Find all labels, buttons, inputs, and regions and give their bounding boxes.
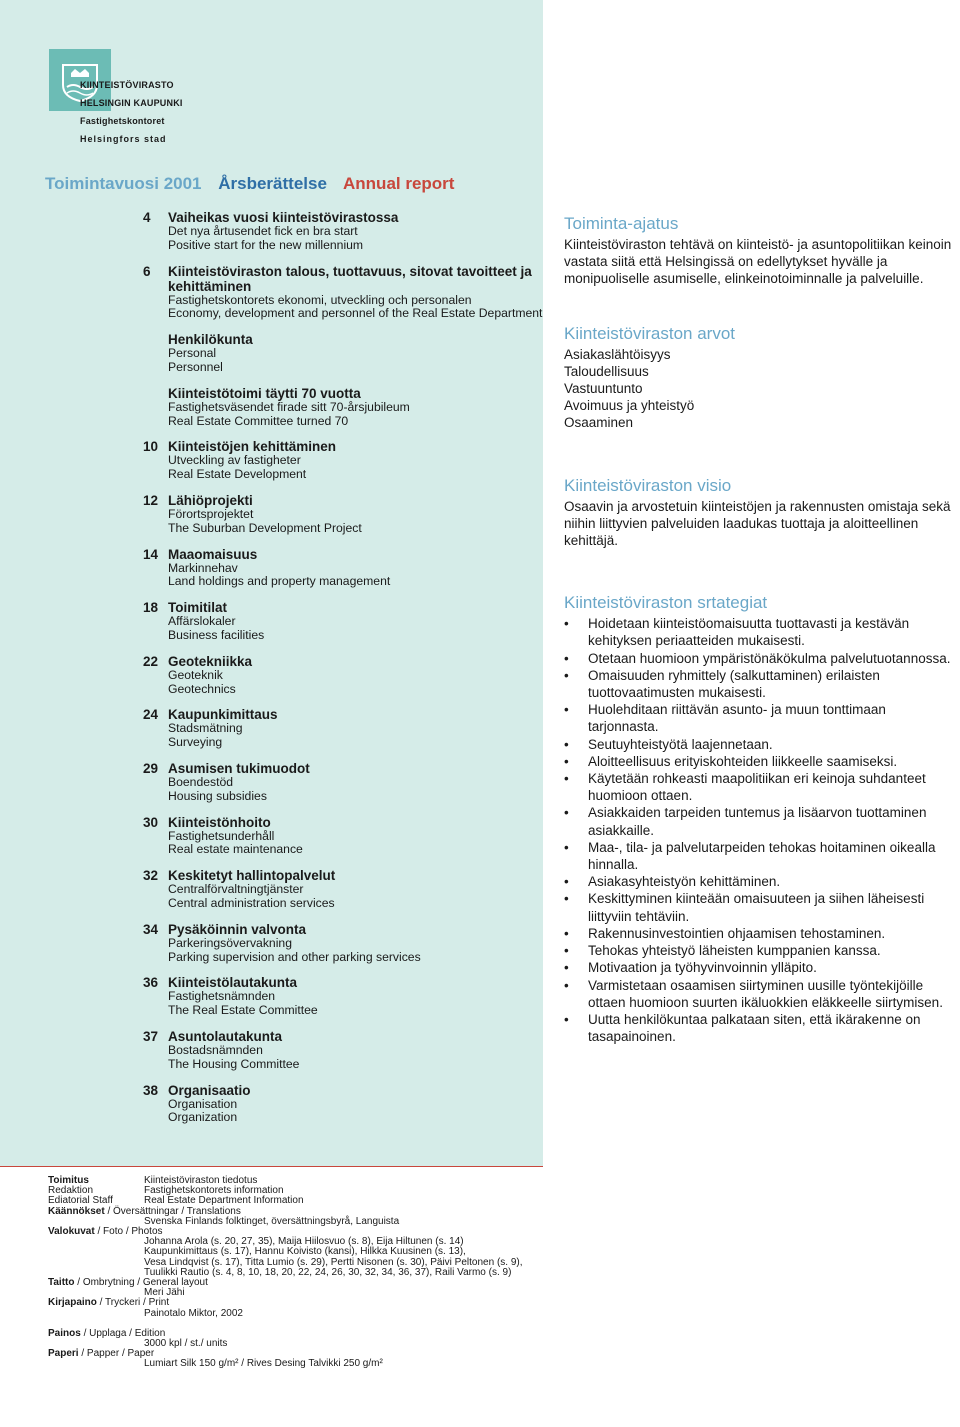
toc-subtitle: Housing subsidies (168, 788, 267, 803)
toc-subtitle: Economy, development and personnel of the Real Estate Department (168, 306, 543, 321)
toc-subtitle: Land holdings and property management (168, 574, 391, 589)
toc-page-number: 12 (143, 492, 159, 508)
strategy-item: • Tehokas yhteistyö läheisten kumppanien kanssa. (564, 942, 960, 959)
toc-page-number: 10 (143, 439, 159, 455)
strategies-list (564, 615, 960, 1045)
toc-subtitle: Affärslokaler (168, 614, 236, 629)
toc-title: Lähiöprojekti (168, 492, 253, 508)
credit-label: Toimitus (48, 1175, 89, 1186)
toc-title: Maaomaisuus (168, 546, 258, 562)
toc-subtitle: Det nya årtusendet fick en bra start (168, 224, 358, 238)
section-toiminta-ajatus (564, 214, 960, 288)
strategy-item: • Otetaan huomioon ympäristönäkökulma palvelutuotannossa. (564, 650, 960, 667)
section-heading: Toiminta-ajatus (564, 214, 679, 233)
toc-subtitle: Förortsprojektet (168, 506, 254, 521)
credit-row (48, 1278, 548, 1288)
section-visio (564, 476, 960, 550)
credit-label-rest: / Ombrytning / General layout (74, 1277, 208, 1288)
toc-entry (143, 210, 543, 253)
toc-page-number: 32 (143, 868, 159, 884)
credit-label-rest: / Tryckeri / Print (96, 1297, 170, 1309)
toc-subtitle: Surveying (168, 735, 223, 750)
toc-title: Asuntolautakunta (168, 1028, 283, 1044)
section-heading: Kiinteistöviraston arvot (564, 323, 736, 343)
credits (48, 1176, 548, 1370)
toc-subtitle: Personnel (168, 359, 223, 374)
credit-value: Lumiart Silk 150 g/m² / Rives Desing Talvikki 250 g/m² (144, 1358, 383, 1370)
toc-subtitle: Organisation (168, 1096, 238, 1111)
toc-subtitle: Centralförvaltningtjänster (168, 882, 304, 897)
toc-entry (143, 547, 543, 590)
toc-subtitle: The Suburban Development Project (168, 520, 362, 535)
toc-title: Kiinteistönhoito (168, 814, 271, 830)
values-list (564, 346, 960, 432)
strategy-item: • Rakennusinvestointien ohjaamisen tehostaminen. (564, 925, 960, 942)
credit-value: Fastighetskontorets information (144, 1185, 284, 1197)
strategy-item: • Asiakkaiden tarpeiden tuntemus ja lisäarvon tuottaminen asiakkaille. (564, 804, 960, 838)
toc-subtitle: Fastighetskontorets ekonomi, utveckling och personalen (168, 292, 472, 307)
toc-entry (143, 386, 543, 429)
title-finnish: Toimintavuosi 2001 (45, 174, 202, 193)
credit-value: Painotalo Miktor, 2002 (144, 1307, 243, 1319)
toc-page-number: 37 (143, 1028, 159, 1044)
credit-row (48, 1309, 548, 1319)
toc-subtitle: Real Estate Committee turned 70 (168, 413, 349, 428)
toc-page-number: 24 (143, 707, 159, 723)
credit-label: Valokuvat (48, 1226, 95, 1237)
credit-label: Painos (48, 1327, 81, 1339)
toc-subtitle: Fastighetsunderhåll (168, 828, 275, 843)
toc-title: Kiinteistötoimi täytti 70 vuotta (168, 385, 361, 401)
logo-line-3: Fastighetskontoret (80, 116, 165, 126)
strategy-item: • Maa-, tila- ja palvelutarpeiden tehokas hoitaminen oikealla hinnalla. (564, 839, 960, 873)
toc-subtitle: Central administration services (168, 895, 335, 910)
toc-subtitle: Geoteknik (168, 667, 223, 682)
section-arvot (564, 324, 960, 432)
toc-title: Vaiheikas vuosi kiinteistövirastossa (168, 210, 399, 225)
toc-subtitle: The Housing Committee (168, 1056, 300, 1071)
credit-row (48, 1176, 548, 1186)
toc-subtitle: Parking supervision and other parking services (168, 949, 421, 964)
strategy-item: • Uutta henkilökuntaa palkataan siten, että ikärakenne on tasapainoinen. (564, 1011, 960, 1045)
toc-subtitle: Fastighetsväsendet firade sitt 70-årsjubileum (168, 399, 410, 414)
strategy-item: • Aloitteellisuus erityiskohteiden liikkeelle saamiseksi. (564, 753, 960, 770)
credit-label: Taitto (48, 1277, 75, 1288)
toc-title: Henkilökunta (168, 332, 253, 348)
toc-title: Pysäköinnin valvonta (168, 921, 307, 937)
credit-label-rest: / Papper / Paper (78, 1348, 155, 1360)
toc-page-number: 6 (143, 263, 151, 279)
toc-subtitle: The Real Estate Committee (168, 1003, 318, 1018)
title-english: Annual report (343, 174, 455, 193)
toc-title: Keskitetyt hallintopalvelut (168, 868, 336, 884)
strategy-item: • Asiakasyhteistyön kehittäminen. (564, 873, 960, 890)
credit-label-rest: / Översättningar / Translations (104, 1205, 241, 1217)
toc-page-number: 18 (143, 600, 159, 616)
toc-entry (143, 707, 543, 750)
toc-page-number: 36 (143, 975, 159, 991)
section-strategiat (564, 593, 960, 1045)
toc-entry (143, 1029, 543, 1072)
title-swedish: Årsberättelse (218, 174, 327, 193)
credit-value: Kiinteistöviraston tiedotus (144, 1175, 258, 1186)
value-item: Vastuuntunto (564, 381, 643, 397)
toc-page-number: 14 (143, 546, 159, 562)
toc-subtitle: Geotechnics (168, 681, 236, 696)
toc-subtitle: Real estate maintenance (168, 842, 303, 857)
value-item: Avoimuus ja yhteistyö (564, 398, 695, 414)
toc-entry (143, 975, 543, 1018)
divider-rule (0, 1166, 543, 1167)
toc-title: Toimitilat (168, 600, 227, 616)
credit-row (48, 1298, 548, 1308)
toc-title: Geotekniikka (168, 653, 253, 669)
credit-value: Svenska Finlands folktinget, översättningsbyrå, Languista (144, 1215, 400, 1227)
credit-label: Ediatorial Staff (48, 1195, 113, 1207)
credit-row (48, 1359, 548, 1369)
strategy-item: • Hoidetaan kiinteistöomaisuutta tuottavasti ja kestävän kehityksen periaatteiden mukaisesti. (564, 615, 960, 649)
toc-subtitle: Boendestöd (168, 774, 234, 789)
toc-entry (143, 493, 543, 536)
value-item: Osaaminen (564, 415, 634, 431)
toc-subtitle: Organization (168, 1110, 238, 1125)
toc-subtitle: Real Estate Development (168, 467, 307, 482)
toc-title: Organisaatio (168, 1082, 251, 1098)
credit-label: Redaktion (48, 1185, 94, 1197)
toc-entry (143, 439, 543, 482)
credit-label: Käännökset (48, 1205, 105, 1217)
toc-subtitle: Utveckling av fastigheter (168, 453, 301, 468)
toc-subtitle: Positive start for the new millennium (168, 237, 364, 252)
credit-row (48, 1329, 548, 1339)
table-of-contents (143, 210, 543, 1136)
toc-entry (143, 1083, 543, 1126)
toc-page-number: 4 (143, 210, 151, 225)
section-text: Kiinteistöviraston tehtävä on kiinteistö- ja asuntopolitiikan keinoin vastata siitä että Helsingissä on edellytykset hyvälle ja monipuoliselle asumiselle, elinkeinotoiminnalle ja palveluille. (564, 237, 952, 287)
toc-subtitle: Fastighetsnämnden (168, 989, 276, 1004)
toc-subtitle: Personal (168, 346, 217, 361)
strategy-item: • Varmistetaan osaamisen siirtyminen uusille työntekijöille ottaen huomioon suurten ikäluokkien eläkkeelle siirtymisen. (564, 977, 960, 1011)
credit-label-rest: / Foto / Photos (94, 1226, 163, 1237)
toc-subtitle: Business facilities (168, 627, 265, 642)
toc-page-number: 38 (143, 1082, 159, 1098)
section-heading: Kiinteistöviraston srtategiat (564, 593, 768, 613)
credit-label: Paperi (48, 1348, 79, 1360)
toc-entry (143, 815, 543, 858)
credit-value: Johanna Arola (s. 20, 27, 35), Maija Hiilosvuo (s. 8), Eija Hiltunen (s. 14) Kaupunkimittaus (s. 17), Hannu Koivisto (kansi), Hilkka Kuusinen (s. 13), Vesa Lindqvist (s. 17), Titta Lumio (s. 29), Pertti Nisonen (s. 30), Päivi Peltonen (s. 9), Tuulikki Rautio (s. 4, 8, 10, 18, 20, 22, 24, 26, 30, 32, 34, 36, 37), Raili Varmo (s. 9) (144, 1236, 523, 1278)
strategy-item: • Motivaation ja työhyvinvoinnin ylläpito. (564, 959, 960, 976)
section-heading: Kiinteistöviraston visio (564, 475, 732, 495)
logo-line-2: HELSINGIN KAUPUNKI (80, 98, 183, 108)
strategy-item: • Seutuyhteistyötä laajennetaan. (564, 736, 960, 753)
toc-title: Kiinteistöviraston talous, tuottavuus, sitovat tavoitteet ja kehittäminen (168, 263, 532, 294)
credit-label-rest: / Upplaga / Edition (80, 1327, 166, 1339)
toc-entry (143, 868, 543, 911)
toc-entry (143, 761, 543, 804)
credit-value: Meri Jähi (144, 1287, 185, 1299)
credit-value: Real Estate Department Information (144, 1195, 304, 1207)
value-item: Taloudellisuus (564, 363, 649, 379)
credit-row (48, 1237, 548, 1278)
toc-title: Kiinteistöjen kehittäminen (168, 439, 337, 455)
strategy-item: • Omaisuuden ryhmittely (salkuttaminen) erilaisten tuottovaatimusten mukaisesti. (564, 667, 960, 701)
value-item: Asiakaslähtöisyys (564, 346, 671, 362)
right-column (564, 214, 960, 1073)
credit-value: 3000 kpl / st./ units (144, 1337, 228, 1349)
strategy-item: • Keskittyminen kiinteään omaisuuteen ja siihen läheisesti liittyviin tehtäviin. (564, 890, 960, 924)
toc-title: Asumisen tukimuodot (168, 760, 310, 776)
toc-page-number: 22 (143, 653, 159, 669)
section-text: Osaavin ja arvostetuin kiinteistöjen ja rakennusten omistaja sekä niihin liittyvien palveluiden laadukas tuottaja ja aloitteellinen kehittäjä. (564, 498, 951, 549)
strategy-item: • Käytetään rohkeasti maapolitiikan eri keinoja suhdanteet huomioon ottaen. (564, 770, 960, 804)
toc-subtitle: Parkeringsövervakning (168, 935, 292, 950)
toc-entry (143, 922, 543, 965)
toc-title: Kaupunkimittaus (168, 707, 278, 723)
toc-page-number: 30 (143, 814, 159, 830)
toc-subtitle: Bostadsnämnden (168, 1042, 263, 1057)
toc-entry (143, 332, 543, 375)
toc-page-number: 29 (143, 760, 159, 776)
logo-line-1: KIINTEISTÖVIRASTO (80, 80, 174, 90)
toc-entry (143, 600, 543, 643)
toc-page-number: 34 (143, 921, 159, 937)
page-title (45, 174, 466, 194)
logo-line-4: Helsingfors stad (80, 134, 167, 144)
toc-title: Kiinteistölautakunta (168, 975, 298, 991)
toc-subtitle: Markinnehav (168, 560, 238, 575)
toc-subtitle: Stadsmätning (168, 721, 243, 736)
strategy-item: • Huolehditaan riittävän asunto- ja muun tonttimaan tarjonnasta. (564, 701, 960, 735)
toc-entry (143, 654, 543, 697)
credit-label: Kirjapaino (48, 1297, 97, 1309)
toc-entry (143, 264, 543, 322)
